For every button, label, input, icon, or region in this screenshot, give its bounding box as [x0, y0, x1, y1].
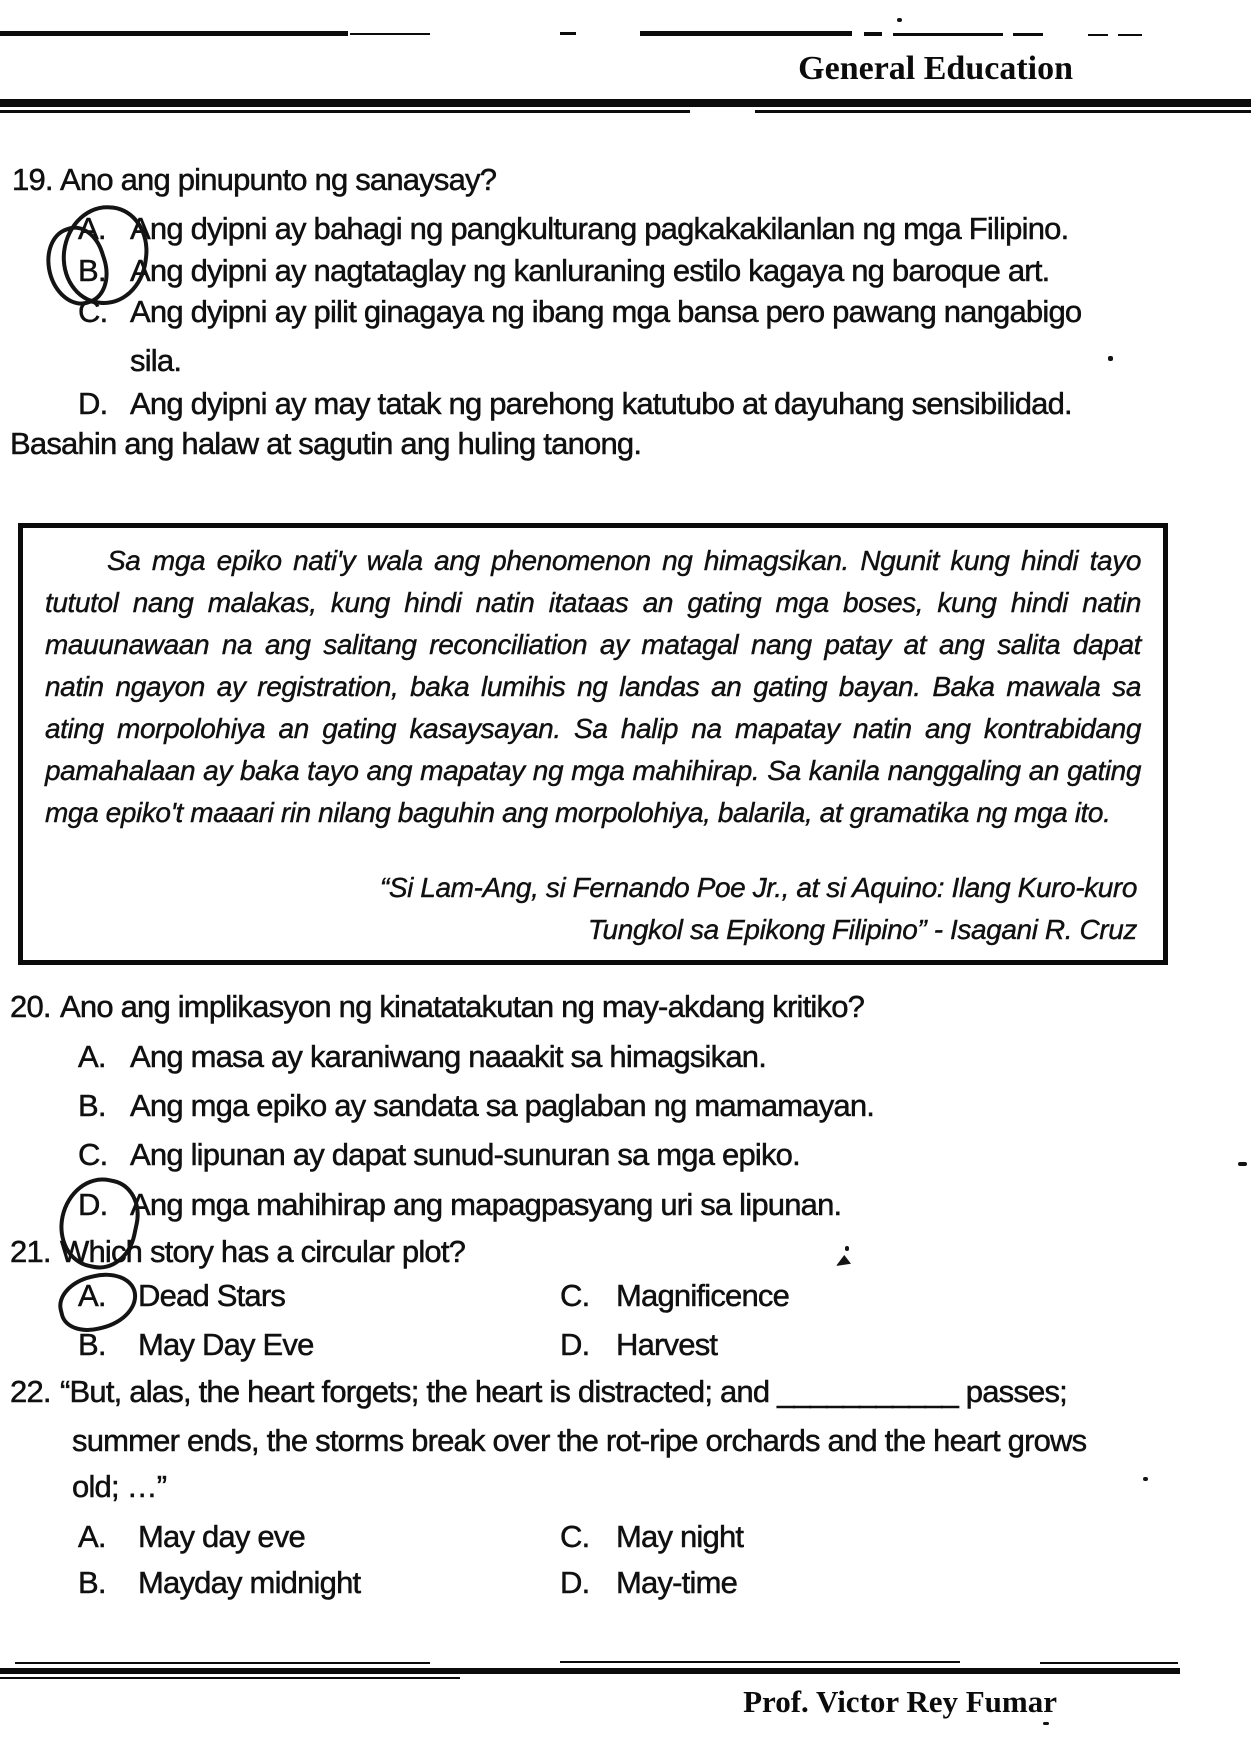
question-19-option-a-text: Ang dyipni ay bahagi ng pangkulturang pagkakakilanlan ng mga Filipino.: [130, 211, 1069, 246]
question-22-line2: summer ends, the storms break over the rot-ripe orchards and the heart grows: [72, 1423, 1087, 1458]
question-20-option-d-text: Ang mga mahihirap ang mapagpasyang uri sa lipunan.: [130, 1187, 842, 1222]
ink-speck: [845, 1246, 849, 1251]
question-19-option-d-text: Ang dyipni ay may tatak ng parehong katutubo at dayuhang sensibilidad.: [130, 386, 1072, 421]
top-rule-segment: [1013, 33, 1043, 36]
ink-speck: [897, 18, 902, 22]
question-20-option-a-letter: A.: [78, 1039, 106, 1074]
top-rule-segment: [893, 33, 1003, 36]
passage-box: [18, 523, 1168, 965]
question-20-option-b-text: Ang mga epiko ay sandata sa paglaban ng mamamayan.: [130, 1088, 875, 1123]
ink-speck: [1108, 356, 1113, 361]
question-21-option-d-text: Harvest: [616, 1327, 718, 1362]
footer-rule-thin: [0, 1677, 460, 1679]
question-20-number: 20.: [10, 989, 51, 1024]
ink-speck: [1043, 1722, 1049, 1725]
header-rule-thin: [755, 110, 1251, 113]
question-22-option-c-letter: C.: [560, 1519, 590, 1554]
question-19-number: 19.: [12, 162, 53, 197]
header-rule-thick: [0, 99, 1251, 107]
question-20-option-c-text: Ang lipunan ay dapat sunud-sunuran sa mga epiko.: [130, 1137, 800, 1172]
question-22-number: 22.: [10, 1374, 51, 1409]
question-21-option-b-letter: B.: [78, 1327, 106, 1362]
question-21-number: 21.: [10, 1234, 51, 1269]
question-21-text: Which story has a circular plot?: [60, 1234, 466, 1269]
question-20-option-c-letter: C.: [78, 1137, 108, 1172]
footer-rule-thin: [560, 1661, 960, 1663]
question-19-option-c-letter: C.: [78, 294, 108, 329]
footer-rule-thin: [1040, 1662, 1178, 1664]
question-21-option-a-text: Dead Stars: [138, 1278, 286, 1313]
question-22-option-c-text: May night: [616, 1519, 744, 1554]
top-rule-segment: [350, 33, 430, 35]
footer-rule-thin: [15, 1662, 430, 1664]
question-22-line3: old; …”: [72, 1469, 167, 1504]
top-rule-segment: [1088, 34, 1108, 36]
question-22-option-a-text: May day eve: [138, 1519, 305, 1554]
footer-rule-thick: [0, 1668, 1180, 1674]
question-22-option-b-text: Mayday midnight: [138, 1565, 361, 1600]
question-21-option-b-text: May Day Eve: [138, 1327, 314, 1362]
question-22-option-d-letter: D.: [560, 1565, 590, 1600]
question-19-text: Ano ang pinupunto ng sanaysay?: [60, 162, 497, 197]
top-rule-segment: [1118, 34, 1142, 36]
question-19-option-b-letter: B.: [78, 253, 106, 288]
question-19-option-d-letter: D.: [78, 386, 108, 421]
header-rule-thin: [0, 110, 690, 113]
question-19-option-b-text: Ang dyipni ay nagtataglay ng kanluraning estilo kagaya ng baroque art.: [130, 253, 1050, 288]
question-22-option-a-letter: A.: [78, 1519, 106, 1554]
top-rule-segment: [640, 31, 852, 36]
ink-mark: [836, 1255, 851, 1266]
question-20-text: Ano ang implikasyon ng kinatatakutan ng may-akdang kritiko?: [60, 989, 865, 1024]
question-22-line1: “But, alas, the heart forgets; the heart is distracted; and ___________ passes;: [60, 1374, 1067, 1409]
question-22-option-b-letter: B.: [78, 1565, 106, 1600]
question-21-option-c-letter: C.: [560, 1278, 590, 1313]
footer-author: Prof. Victor Rey Fumar: [743, 1684, 1057, 1719]
ink-speck: [1238, 1162, 1247, 1166]
passage-attribution-line1: “Si Lam-Ang, si Fernando Poe Jr., at si Aquino: Ilang Kuro-kuro: [379, 872, 1137, 903]
question-19-option-a-letter: A.: [78, 211, 106, 246]
passage-attribution-line2: Tungkol sa Epikong Filipino” - Isagani R. Cruz: [587, 914, 1137, 945]
question-21-option-d-letter: D.: [560, 1327, 590, 1362]
top-rule-segment: [864, 32, 882, 36]
passage-text: Sa mga epiko nati'y wala ang phenomenon ng himagsikan. Ngunit kung hindi tayo tututol nang malakas, kung hindi natin itataas an gating mga boses, kung hindi natin mauunawaan na ang salitang reconciliation ay matagal nang patay at ang salita dapat natin ngayon ay registration, baka lumihis ng landas an gating bayan. Baka mawala sa ating morpolohiya an gating kasaysayan. Sa halip na mapatay natin ang kontrabidang pamahalaan ay baka tayo ang mapatay ng mga mahihirap. Sa kanila nanggaling an gating mga epiko't maaari rin nilang baguhin ang morpolohiya, balarila, at gramatika ng mga ito.: [45, 545, 1141, 828]
question-21-option-a-letter: A.: [78, 1278, 106, 1313]
question-19-option-c-line2: sila.: [130, 343, 182, 378]
question-20-option-b-letter: B.: [78, 1088, 106, 1123]
top-rule-segment: [0, 31, 348, 36]
question-22-option-d-text: May-time: [616, 1565, 738, 1600]
answer-circle-21a: [52, 1265, 143, 1339]
ink-speck: [1143, 1477, 1148, 1481]
question-19-option-c-line1: Ang dyipni ay pilit ginagaya ng ibang mga bansa pero pawang nangabigo: [130, 294, 1082, 329]
question-20-option-a-text: Ang masa ay karaniwang naaakit sa himagsikan.: [130, 1039, 767, 1074]
page-title: General Education: [798, 50, 1073, 87]
question-20-option-d-letter: D.: [78, 1187, 108, 1222]
passage-instruction: Basahin ang halaw at sagutin ang huling tanong.: [10, 426, 642, 461]
question-21-option-c-text: Magnificence: [616, 1278, 790, 1313]
top-rule-segment: [560, 32, 576, 35]
